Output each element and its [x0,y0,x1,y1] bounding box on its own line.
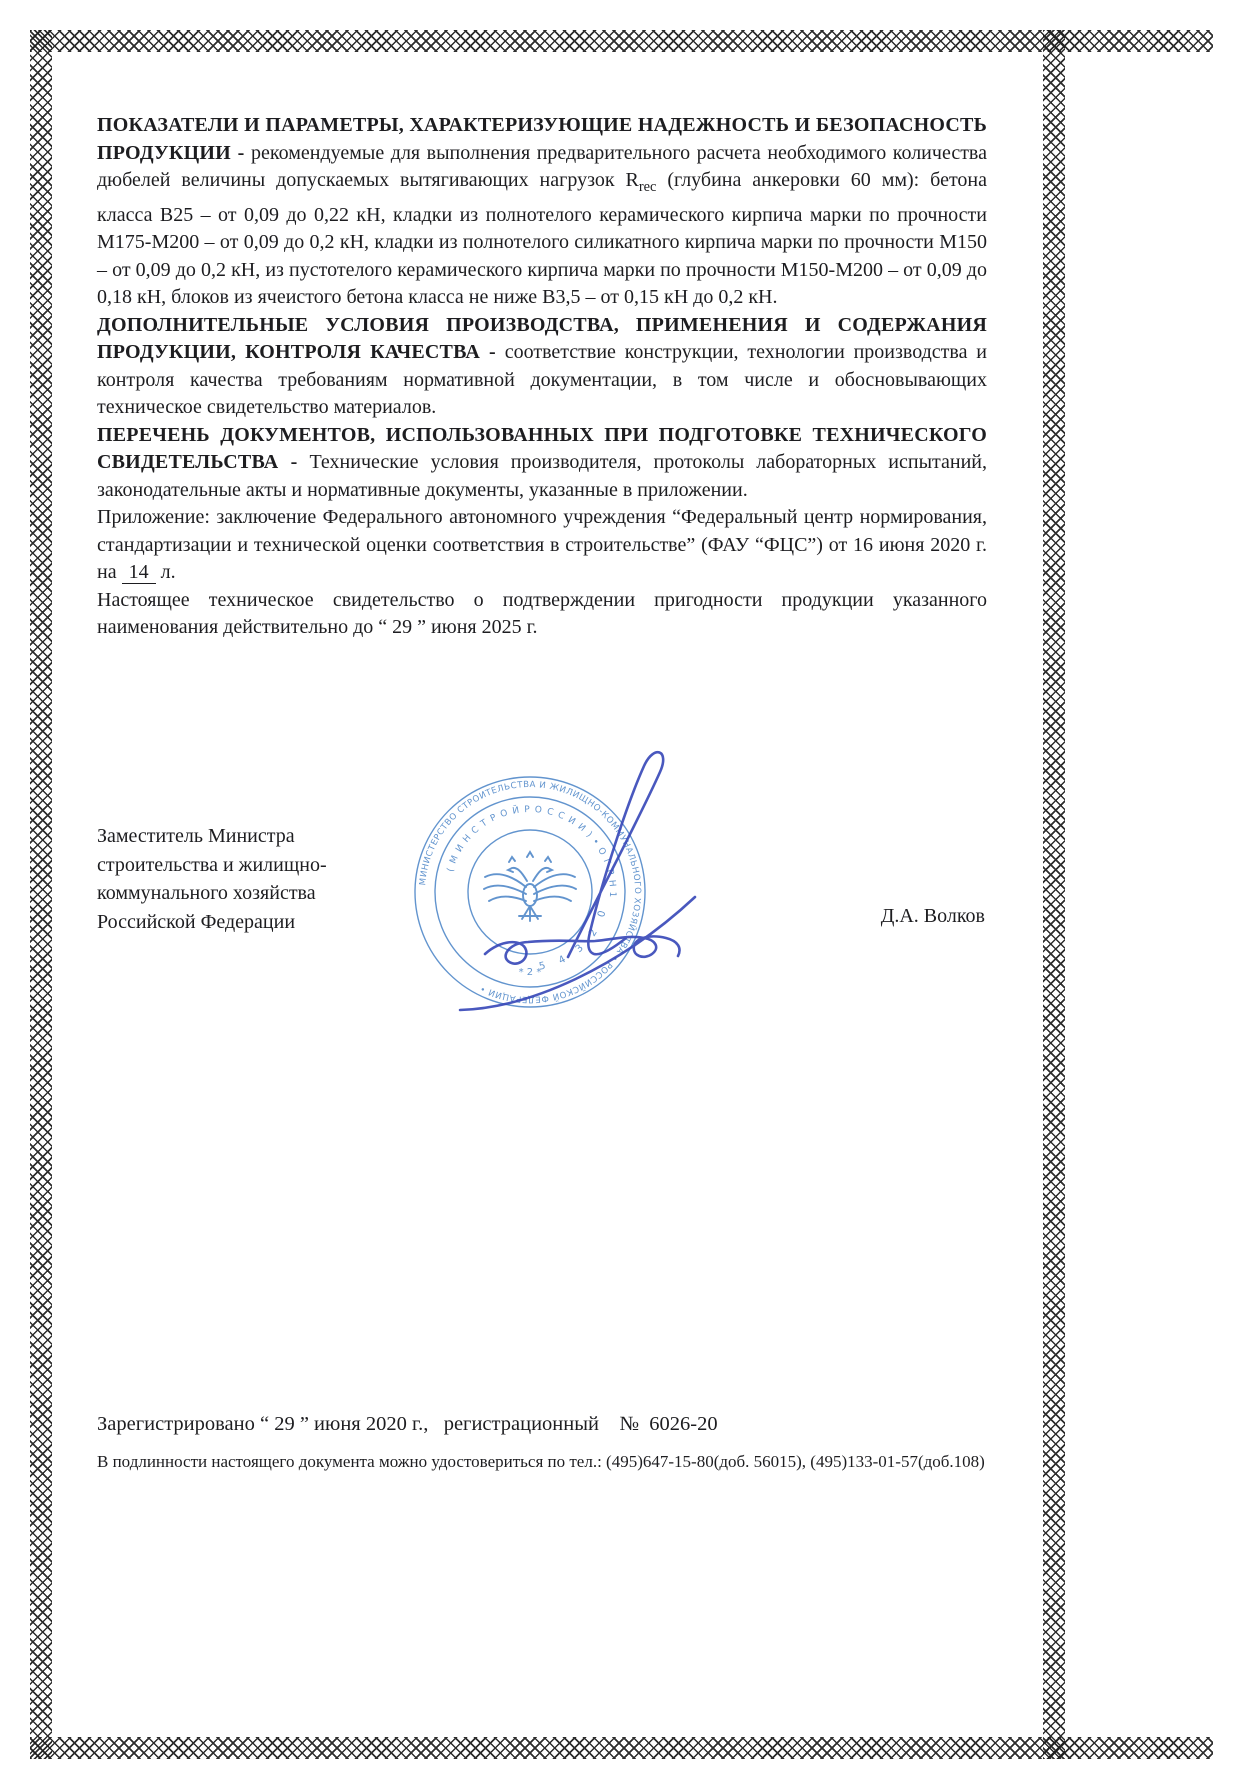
signer-name: Д.А. Волков [880,905,985,927]
decorative-border-top [30,30,1213,52]
paragraph-reliability [97,112,987,312]
seal-outer-ring-text: МИНИСТЕРСТВО СТРОИТЕЛЬСТВА И ЖИЛИЩНО-КОММУНАЛЬНОГО ХОЗЯЙСТВА • РОССИЙСКОЙ ФЕДЕРАЦИИ • [418,779,643,1005]
r-rec-subscript: rec [638,179,657,195]
decorative-border-left [30,30,52,1759]
handwritten-signature [430,742,730,1032]
paragraph-documents-text: Технические условия производителя, протоколы лабораторных испытаний, законодательные акты и нормативные документы, указанные в приложении. [97,451,987,501]
decorative-border-bottom [30,1737,1213,1759]
paragraph-additional-conditions [97,312,987,422]
minister-position-line: Российской Федерации [97,910,296,933]
paragraph-validity: Настоящее техническое свидетельство о подтверждении пригодности продукции указанного наименования действительно до “ 29 ” июня 2025 г. [97,588,987,638]
seal-ogrn-digits: 5 4 3 2 0 [538,903,610,973]
registration-line: Зарегистрировано “ 29 ” июня 2020 г., регистрационный № 6026-20 [97,1413,718,1435]
seal-bottom-mark: * 2 * [518,967,542,978]
paragraph-additional-text: соответствие конструкции, технологии производства и контроля качества требованиям нормативной документации, в том числе и обосновывающих техническое свидетельство материалов. [97,341,987,418]
attachment-pages-count: 14 [122,561,156,584]
minister-position-line: строительства и жилищно- [97,853,327,876]
paragraph-reliability-heading: ПОКАЗАТЕЛИ И ПАРАМЕТРЫ, ХАРАКТЕРИЗУЮЩИЕ НАДЕЖНОСТЬ И БЕЗОПАСНОСТЬ ПРОДУКЦИИ - [97,114,987,164]
document-body [97,112,987,642]
attachment-text-rest: л. [155,561,176,583]
paragraph-reliability-text-rest: (глубина анкеровки 60 мм): бетона класса В25 – от 0,09 до 0,22 кН, кладки из полнотелого керамического кирпича марки по прочности М175-М200 – от 0,09 до 0,2 кН, кладки из полнотелого силикатного кирпича марки по прочности М150 – от 0,09 до 0,2 кН, из пустотелого керамического кирпича марки по прочности М150-М200 – от 0,09 до 0,18 кН, блоков из ячеистого бетона класса не ниже В3,5 – от 0,15 кН до 0,2 кН. [97,169,988,308]
minister-position-line: Заместитель Министра [97,825,295,847]
minister-position-line: коммунального хозяйства [97,882,316,904]
minister-position-block [97,822,397,936]
paragraph-reliability-text: рекомендуемые для выполнения предварительного расчета необходимого количества дюбелей величины допускаемых вытягивающих нагрузок R [97,141,987,191]
paragraph-additional-heading: ДОПОЛНИТЕЛЬНЫЕ УСЛОВИЯ ПРОИЗВОДСТВА, ПРИМЕНЕНИЯ И СОДЕРЖАНИЯ ПРОДУКЦИИ, КОНТРОЛЯ КАЧЕСТВА - [97,313,987,363]
seal-middle-ring-text: ( М И Н С Т Р О Й Р О С С И И ) • О Г Р Н 1 [445,804,618,899]
signature-svg [430,742,730,1032]
decorative-border-right [1043,30,1065,1759]
paragraph-attachment [97,504,987,587]
attachment-text: Приложение: заключение Федерального автономного учреждения “Федеральный центр нормирования, стандартизации и технической оценки соответствия в строительстве” (ФАУ “ФЦС”) от 16 июня 2020 г. на [97,506,987,583]
verification-phone-line: В подлинности настоящего документа можно удостовериться по тел.: (495)647-15-80(доб. 56015), (495)133-01-57(доб.108) [97,1452,985,1471]
paragraph-documents-list [97,422,987,505]
signature-strokes [460,752,695,1010]
paragraph-documents-heading: ПЕРЕЧЕНЬ ДОКУМЕНТОВ, ИСПОЛЬЗОВАННЫХ ПРИ ПОДГОТОВКЕ ТЕХНИЧЕСКОГО СВИДЕТЕЛЬСТВА - [97,423,987,473]
